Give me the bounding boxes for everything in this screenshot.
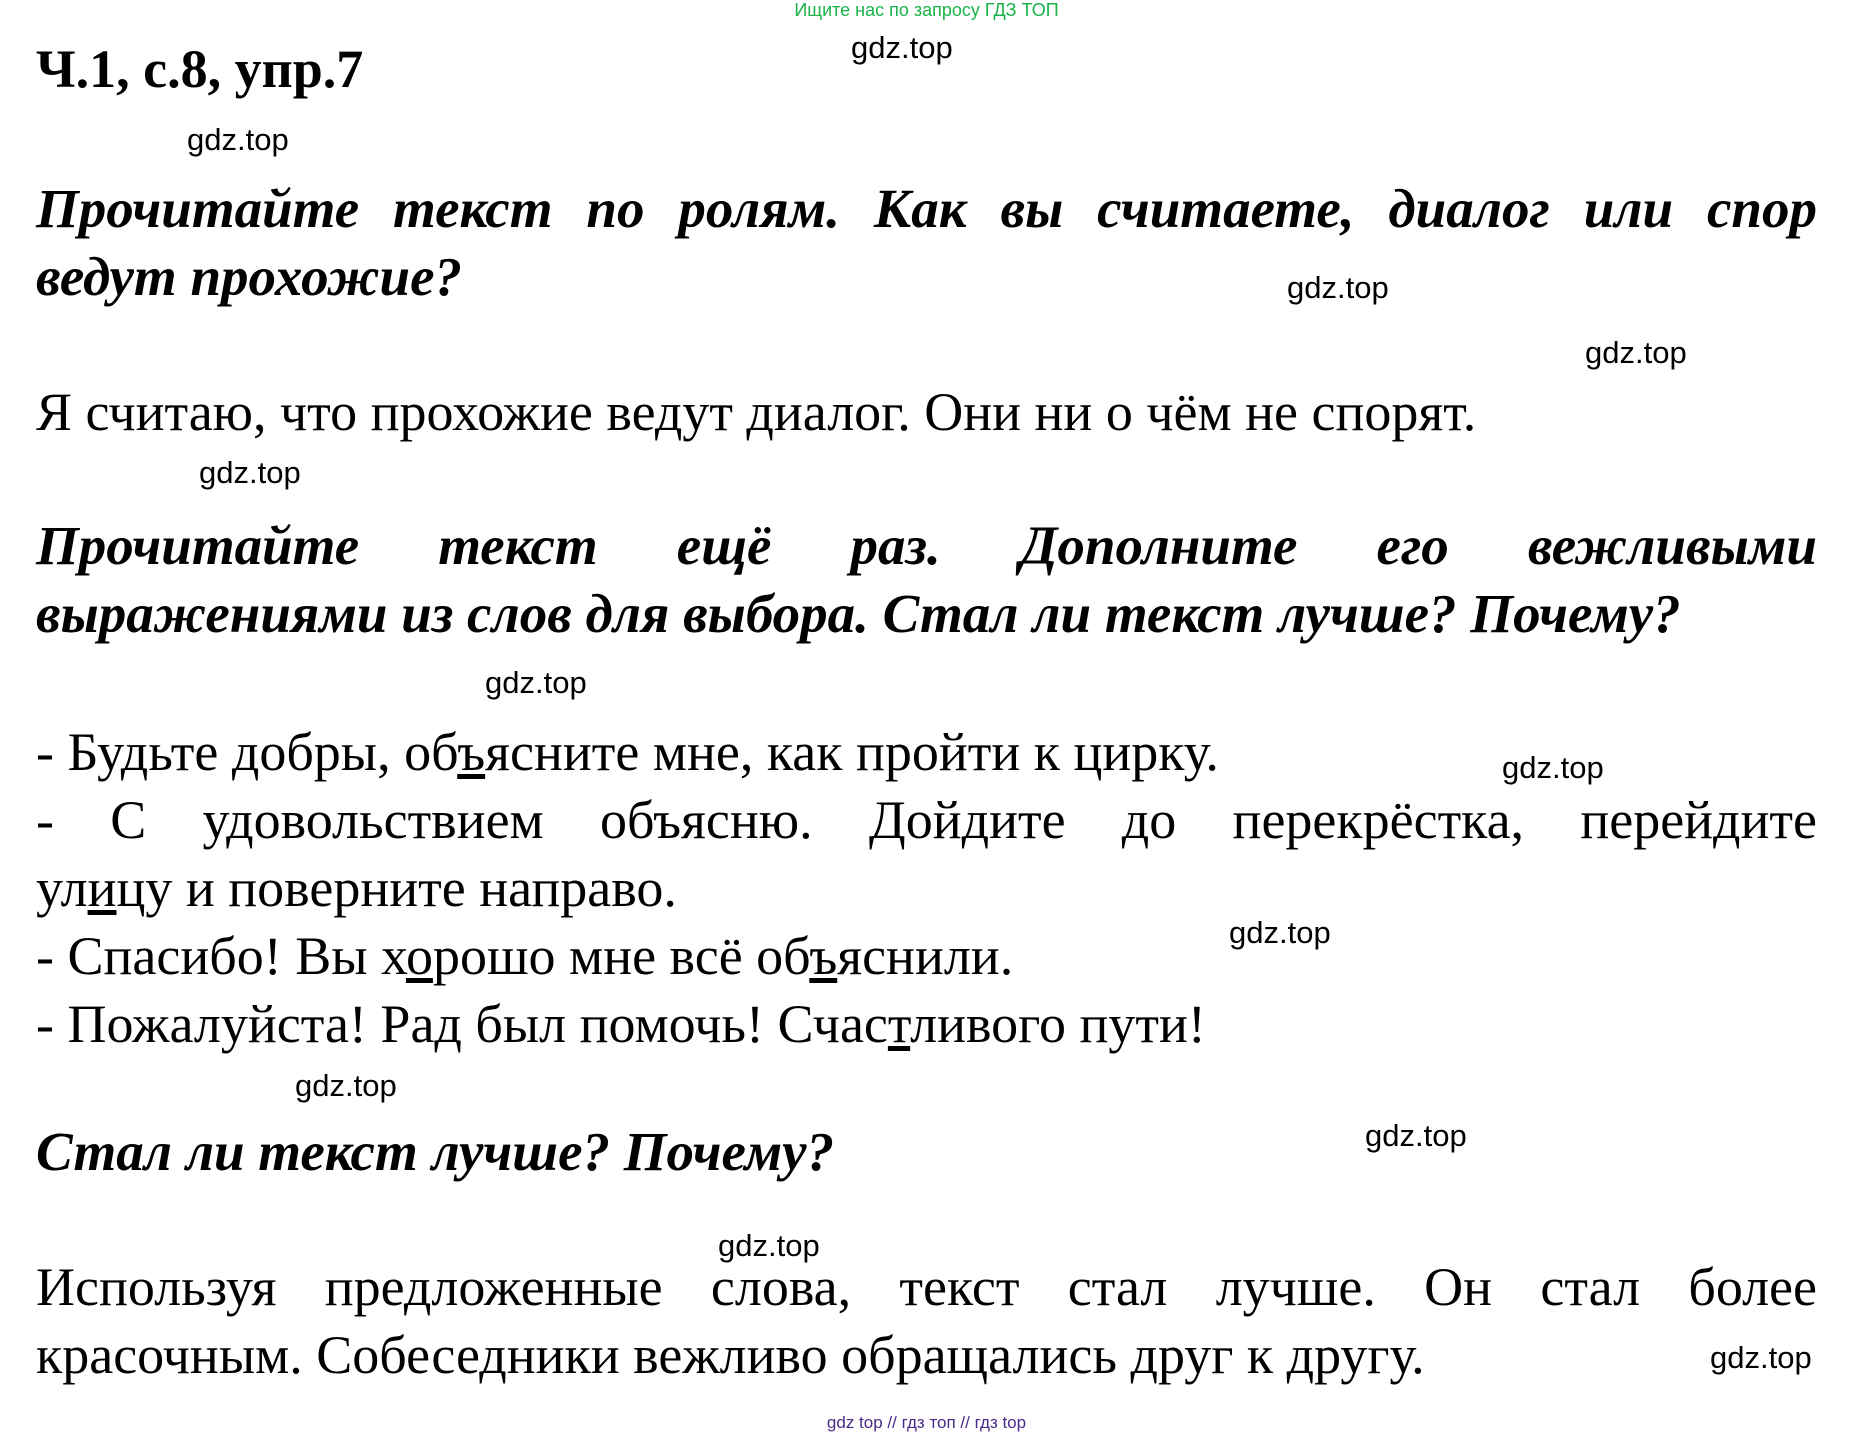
watermark: gdz.top xyxy=(851,30,953,65)
watermark: gdz.top xyxy=(1365,1118,1467,1153)
dialogue-line-5: - Пожалуйста! Рад был помочь! Счастливого пути! xyxy=(36,994,1206,1054)
watermark: gdz.top xyxy=(485,665,587,700)
watermark: gdz.top xyxy=(1229,915,1331,950)
dialogue-line-1: - Будьте добры, объясните мне, как пройти к цирку. xyxy=(36,722,1219,782)
watermark: gdz.top xyxy=(1502,750,1604,785)
question-2-line-1: Прочитайте текст ещё раз. Дополните его вежливыми xyxy=(36,515,1817,576)
answer-1-text: Я считаю, что прохожие ведут диалог. Они ни о чём не спорят. xyxy=(36,382,1477,442)
footer-links: gdz top // гдз топ // гдз top xyxy=(826,1413,1027,1432)
question-2 xyxy=(36,512,1817,648)
search-banner: Ищите нас по запросу ГДЗ ТОП xyxy=(794,0,1059,20)
dialogue-line-2: - С удовольствием объясню. Дойдите до перекрёстка, перейдите xyxy=(36,790,1817,850)
watermark: gdz.top xyxy=(187,122,289,157)
question-3-text: Стал ли текст лучше? Почему? xyxy=(36,1121,835,1182)
question-1-line-1: Прочитайте текст по ролям. Как вы считаете, диалог или спор xyxy=(36,178,1817,239)
watermark: gdz.top xyxy=(718,1228,820,1263)
question-1 xyxy=(36,175,1817,311)
watermark: gdz.top xyxy=(1710,1340,1812,1375)
dialogue-line-3: улицу и поверните направо. xyxy=(36,858,677,918)
dialogue-line-4: - Спасибо! Вы хорошо мне всё объяснили. xyxy=(36,926,1014,986)
watermark: gdz.top xyxy=(1585,335,1687,370)
question-3 xyxy=(36,1118,1817,1186)
question-1-line-2: ведут прохожие? xyxy=(36,246,463,307)
watermark: gdz.top xyxy=(199,455,301,490)
watermark: gdz.top xyxy=(1287,270,1389,305)
exercise-title: Ч.1, с.8, упр.7 xyxy=(36,39,364,99)
answer-3-line-2: красочным. Собеседники вежливо обращались друг к другу. xyxy=(36,1325,1425,1385)
answer-1 xyxy=(36,378,1817,446)
answer-3-line-1: Используя предложенные слова, текст стал лучше. Он стал более xyxy=(36,1257,1817,1317)
watermark: gdz.top xyxy=(295,1068,397,1103)
question-2-line-2: выражениями из слов для выбора. Стал ли текст лучше? Почему? xyxy=(36,583,1681,644)
answer-3 xyxy=(36,1253,1817,1389)
